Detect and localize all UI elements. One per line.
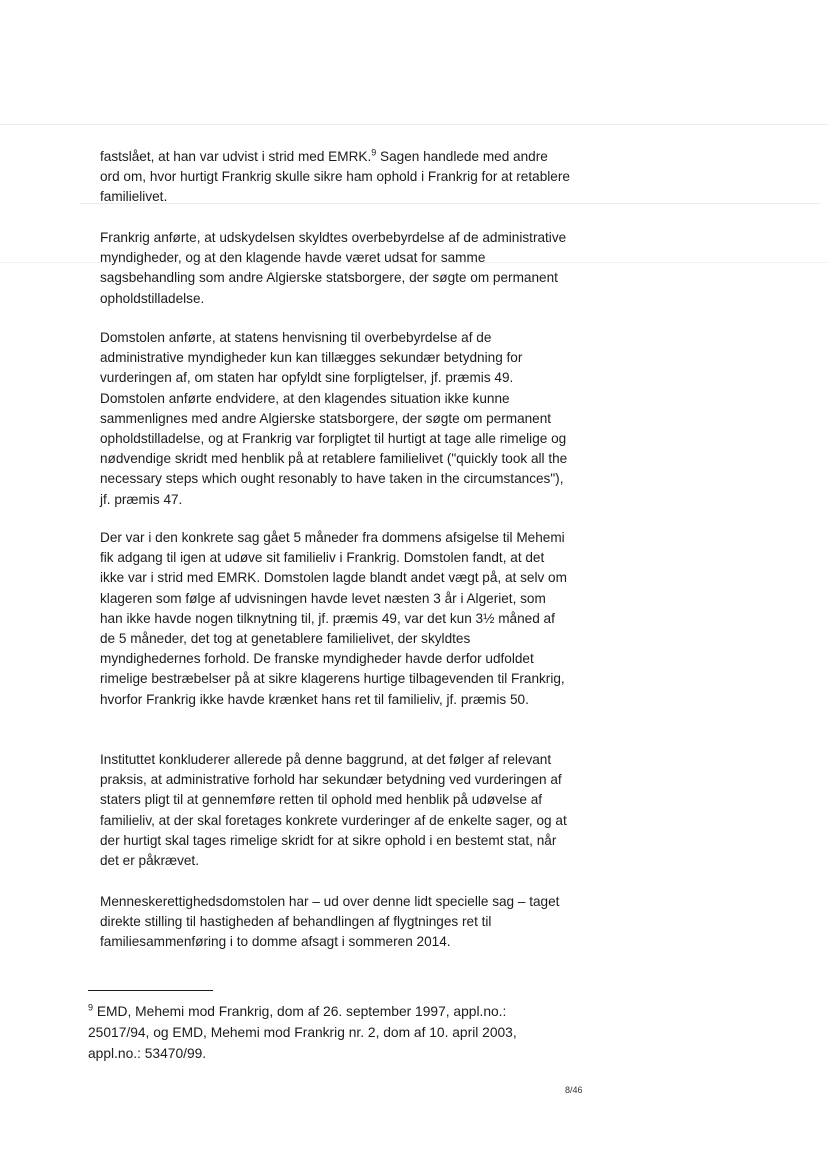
paragraph-1	[100, 147, 570, 208]
paragraph-5: Instituttet konkluderer allerede på denne baggrund, at det følger af relevant praksis, at administrative forhold har sekundær betydning ved vurderingen af staters pligt til at gennemføre retten til ophold med henblik på udøvelse af familieliv, at der skal foretages konkrete vurderinger af de enkelte sager, og at der hurtigt skal tages rimelige skridt for at sikre ophold i en bestemt stat, når det er påkrævet.	[100, 752, 567, 869]
footnote-number: 9	[88, 1002, 94, 1013]
scan-artifact-line	[0, 124, 828, 125]
page-number: 8/46	[565, 1085, 583, 1095]
paragraph-1-text: fastslået, at han var udvist i strid med EMRK.	[100, 149, 372, 164]
footnote-text: EMD, Mehemi mod Frankrig, dom af 26. september 1997, appl.no.: 25017/94, og EMD, Mehemi mod Frankrig nr. 2, dom af 10. april 2003, appl.no.: 53470/99.	[88, 1004, 517, 1061]
paragraph-4: Der var i den konkrete sag gået 5 måneder fra dommens afsigelse til Mehemi fik adgang til igen at udøve sit familieliv i Frankrig. Domstolen fandt, at det ikke var i strid med EMRK. Domstolen lagde blandt andet vægt på, at selv om klageren som følge af udvisningen havde levet næsten 3 år i Algeriet, som han ikke havde nogen tilknytning til, jf. præmis 49, var det kun 3½ måned af de 5 måneder, det tog at genetablere familielivet, der skyldtes myndighedernes forhold. De franske myndigheder havde derfor udfoldet rimelige bestræbelser på at sikre klagerens hurtige tilbagevenden til Frankrig, hvorfor Frankrig ikke havde krænket hans ret til familieliv, jf. præmis 50.	[100, 530, 567, 707]
paragraph-3: Domstolen anførte, at statens henvisning til overbebyrdelse af de administrative myndigheder kun kan tillægges sekundær betydning for vurderingen af, om staten har opfyldt sine forpligtelser, jf. præmis 49. Domstolen anførte endvidere, at den klagendes situation ikke kunne sammenlignes med andre Algierske statsborgere, der søgte om permanent opholdstilladelse, og at Frankrig var forpligtet til hurtigt at tage alle rimelige og nødvendige skridt med henblik på at retablere familielivet ("quickly took all the necessary steps which ought resonably to have taken in the circumstances"), jf. præmis 47.	[100, 330, 568, 507]
paragraph-1-text-continued: Sagen handlede med andre ord om, hvor hurtigt Frankrig skulle sikre ham ophold i Frankrig for at retablere familielivet.	[100, 149, 570, 205]
paragraph-2: Frankrig anførte, at udskydelsen skyldtes overbebyrdelse af de administrative myndigheder, og at den klagende havde været udsat for samme sagsbehandling som andre Algierske statsborgere, der søgte om permanent opholdstilladelse.	[100, 230, 567, 306]
footnote-separator	[88, 990, 213, 991]
paragraph-6: Menneskerettighedsdomstolen har – ud over denne lidt specielle sag – taget direkte stilling til hastigheden af behandlingen af flygtninges ret til familiesammenføring i to domme afsagt i sommeren 2014.	[100, 894, 560, 950]
footnote-reference[interactable]: 9	[371, 147, 377, 158]
footnote	[88, 1001, 558, 1064]
